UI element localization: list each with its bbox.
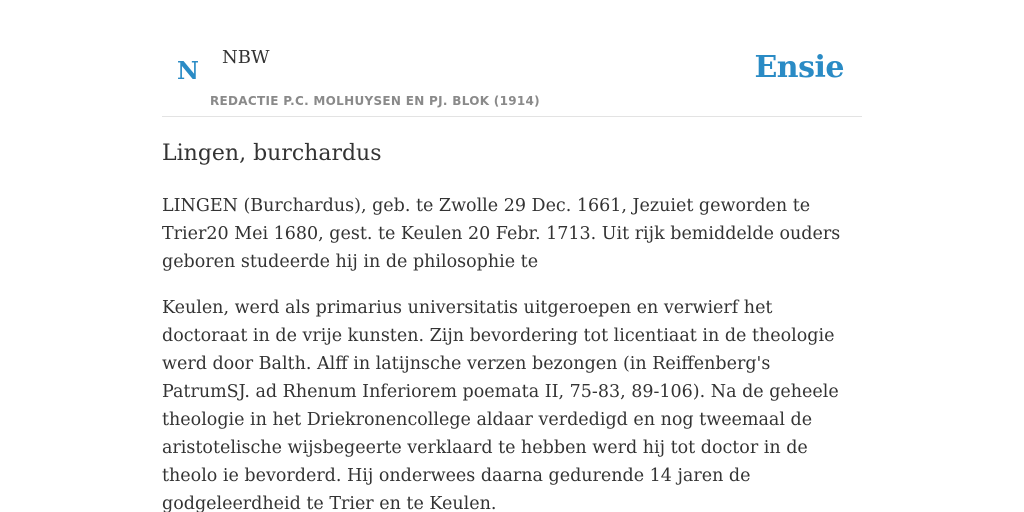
page-header xyxy=(162,0,862,117)
article-paragraph: LINGEN (Burchardus), geb. te Zwolle 29 Dec. 1661, Jezuiet geworden te Trier20 Mei 1680, gest. te Keulen 20 Febr. 1713. Uit rijk bemiddelde ouders geboren studeerde hij in de philosophie te xyxy=(162,196,841,272)
brand-logo[interactable]: Ensie xyxy=(754,50,844,85)
source-name[interactable]: NBW xyxy=(222,47,270,68)
article-paragraph: Keulen, werd als primarius universitatis uitgeroepen en verwierf het doctoraat in de vrije kunsten. Zijn bevordering tot licentiaat in de theologie werd door Balth. Alff in latijnsche verzen bezongen (in Reiffenberg's PatrumSJ. ad Rhenum Inferiorem poemata II, 75-83, 89-106). Na de geheele theologie in het Driekronencollege aldaar verdedigd en nog tweemaal de aristotelische wijsbegeerte verklaard te hebben werd hij tot doctor in de theolo ie bevorderd. Hij onderwees daarna gedurende 14 jaren de godgeleerdheid te Trier en te Keulen. xyxy=(162,298,839,512)
article-content xyxy=(162,138,862,512)
source-logo-icon[interactable]: N xyxy=(177,56,199,85)
source-subtitle: REDACTIE P.C. MOLHUYSEN EN PJ. BLOK (1914) xyxy=(210,94,540,108)
article-title: Lingen, burchardus xyxy=(162,141,382,166)
